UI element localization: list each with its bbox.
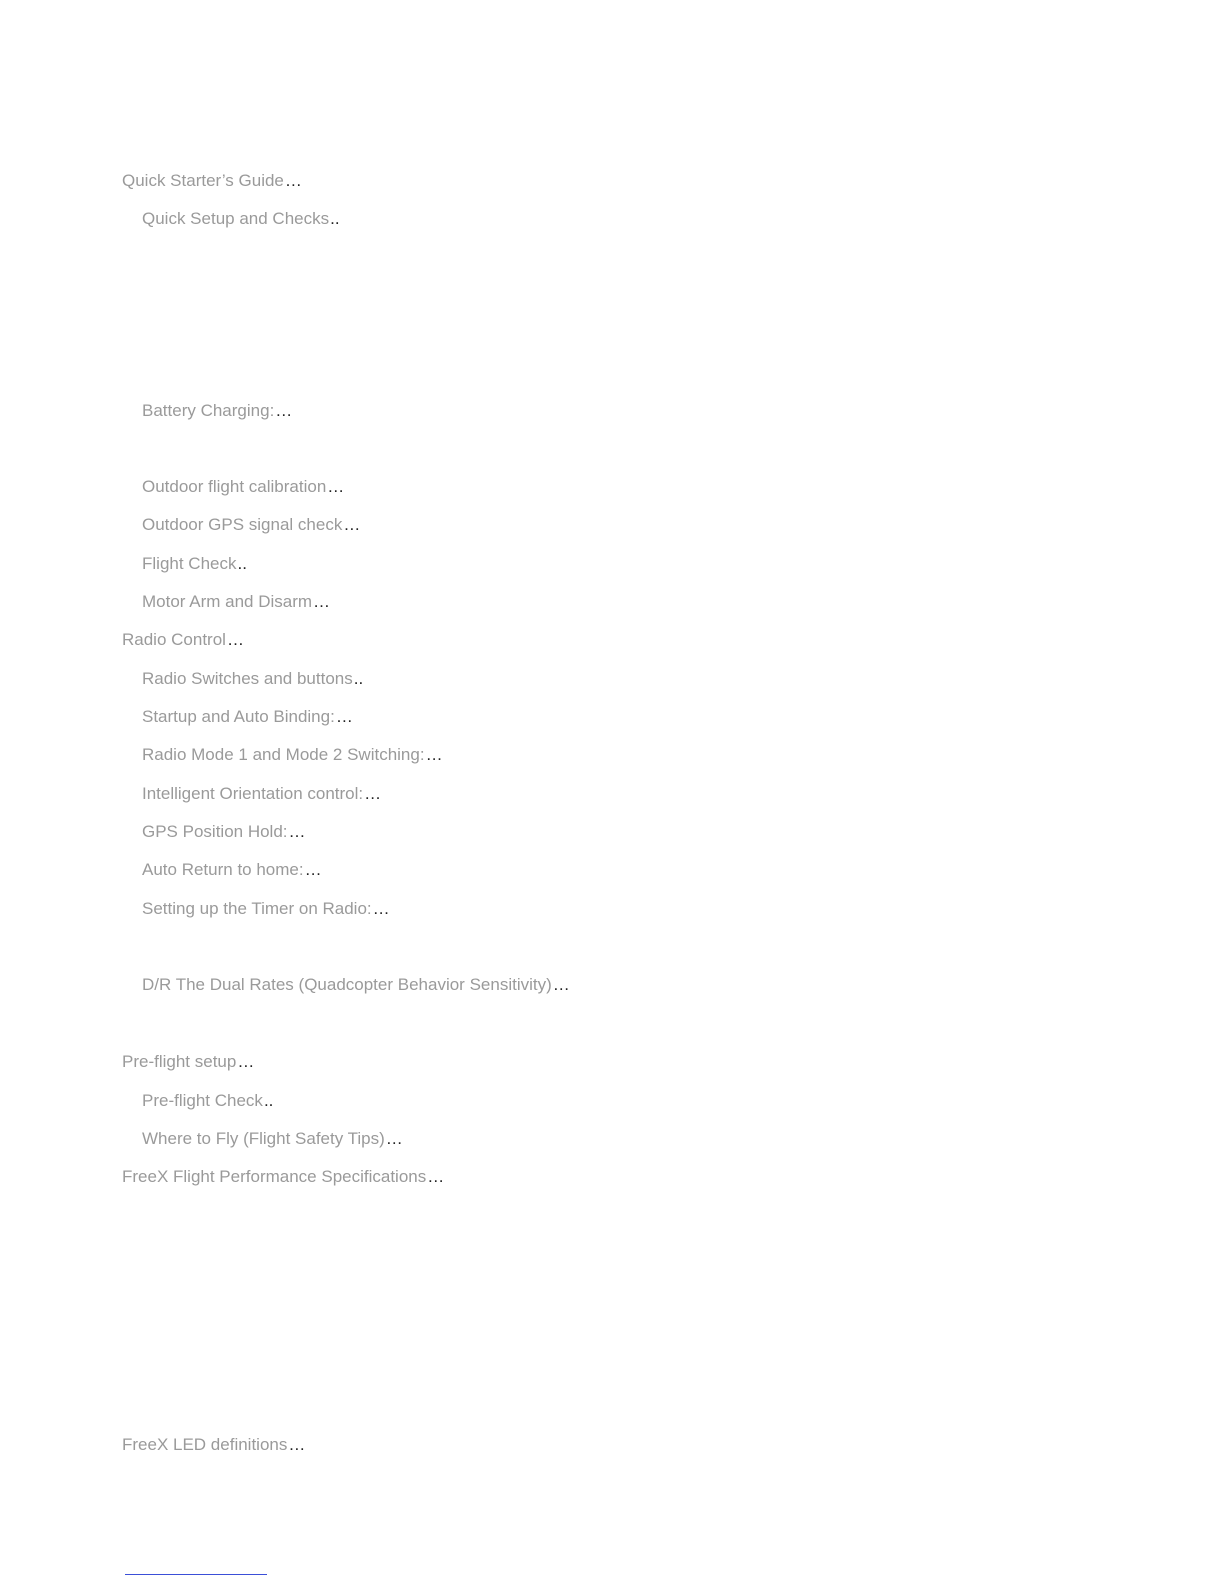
toc-entry-title: Flight Check: [142, 554, 237, 573]
footnote-separator-line: [125, 1574, 267, 1575]
toc-entry-title: Radio Switches and buttons: [142, 669, 353, 688]
toc-leader-dots: ..: [263, 1091, 274, 1110]
toc-entry-title: Battery Charging:: [142, 401, 275, 420]
toc-leader-dots: …: [552, 975, 570, 994]
toc-entry-title: Setting up the Timer on Radio:: [142, 899, 372, 918]
toc-entry-quick-setup-and-checks[interactable]: [142, 208, 340, 230]
toc-entry-radio-mode-switching[interactable]: [142, 744, 443, 766]
toc-leader-dots: …: [313, 592, 331, 611]
toc-leader-dots: …: [226, 630, 244, 649]
toc-entry-title: Pre-flight Check: [142, 1091, 263, 1110]
toc-entry-led-definitions[interactable]: [122, 1434, 305, 1456]
toc-entry-title: Outdoor GPS signal check: [142, 515, 343, 534]
toc-entry-flight-check[interactable]: [142, 553, 247, 575]
toc-entry-battery-charging[interactable]: [142, 400, 292, 422]
toc-entry-pre-flight-check[interactable]: [142, 1090, 273, 1112]
toc-entry-title: D/R The Dual Rates (Quadcopter Behavior Sensitivity): [142, 975, 552, 994]
toc-leader-dots: …: [385, 1129, 403, 1148]
toc-leader-dots: ..: [330, 209, 340, 228]
toc-entry-quick-starters-guide[interactable]: [122, 170, 302, 192]
toc-leader-dots: ..: [237, 554, 247, 573]
toc-entry-title: Radio Control: [122, 630, 226, 649]
toc-entry-title: FreeX LED definitions: [122, 1435, 288, 1454]
toc-entry-outdoor-gps-signal-check[interactable]: [142, 514, 360, 536]
toc-entry-motor-arm-and-disarm[interactable]: [142, 591, 330, 613]
toc-entry-startup-and-auto-binding[interactable]: [142, 706, 353, 728]
toc-leader-dots: …: [343, 515, 361, 534]
toc-entry-title: Outdoor flight calibration: [142, 477, 327, 496]
toc-entry-radio-control[interactable]: [122, 629, 244, 651]
toc-entry-title: Radio Mode 1 and Mode 2 Switching:: [142, 745, 425, 764]
toc-entry-title: Motor Arm and Disarm: [142, 592, 313, 611]
toc-leader-dots: …: [284, 171, 302, 190]
toc-leader-dots: …: [372, 899, 390, 918]
toc-entry-intelligent-orientation-control[interactable]: [142, 783, 381, 805]
toc-entry-setting-up-timer[interactable]: [142, 898, 390, 920]
toc-leader-dots: …: [304, 860, 322, 879]
toc-leader-dots: …: [288, 822, 306, 841]
toc-leader-dots: ..: [353, 669, 364, 688]
toc-entry-dual-rates[interactable]: [142, 974, 570, 996]
toc-leader-dots: …: [288, 1435, 306, 1454]
toc-leader-dots: …: [327, 477, 345, 496]
toc-entry-title: Quick Setup and Checks: [142, 209, 330, 228]
toc-entry-pre-flight-setup[interactable]: [122, 1051, 254, 1073]
toc-leader-dots: …: [275, 401, 293, 420]
toc-leader-dots: …: [425, 745, 443, 764]
toc-entry-title: GPS Position Hold:: [142, 822, 288, 841]
toc-entry-outdoor-flight-calibration[interactable]: [142, 476, 344, 498]
toc-entry-auto-return-to-home[interactable]: [142, 859, 322, 881]
toc-entry-gps-position-hold[interactable]: [142, 821, 306, 843]
toc-entry-title: Startup and Auto Binding:: [142, 707, 335, 726]
toc-entry-flight-performance-specifications[interactable]: [122, 1166, 444, 1188]
toc-entry-title: Quick Starter’s Guide: [122, 171, 284, 190]
toc-entry-title: Intelligent Orientation control:: [142, 784, 364, 803]
toc-leader-dots: …: [237, 1052, 255, 1071]
toc-leader-dots: …: [427, 1167, 445, 1186]
toc-entry-title: Where to Fly (Flight Safety Tips): [142, 1129, 385, 1148]
toc-entry-title: FreeX Flight Performance Specifications: [122, 1167, 427, 1186]
toc-leader-dots: …: [364, 784, 382, 803]
toc-entry-radio-switches-and-buttons[interactable]: [142, 668, 363, 690]
toc-entry-where-to-fly[interactable]: [142, 1128, 403, 1150]
toc-entry-title: Pre-flight setup: [122, 1052, 237, 1071]
toc-entry-title: Auto Return to home:: [142, 860, 304, 879]
toc-leader-dots: …: [335, 707, 353, 726]
